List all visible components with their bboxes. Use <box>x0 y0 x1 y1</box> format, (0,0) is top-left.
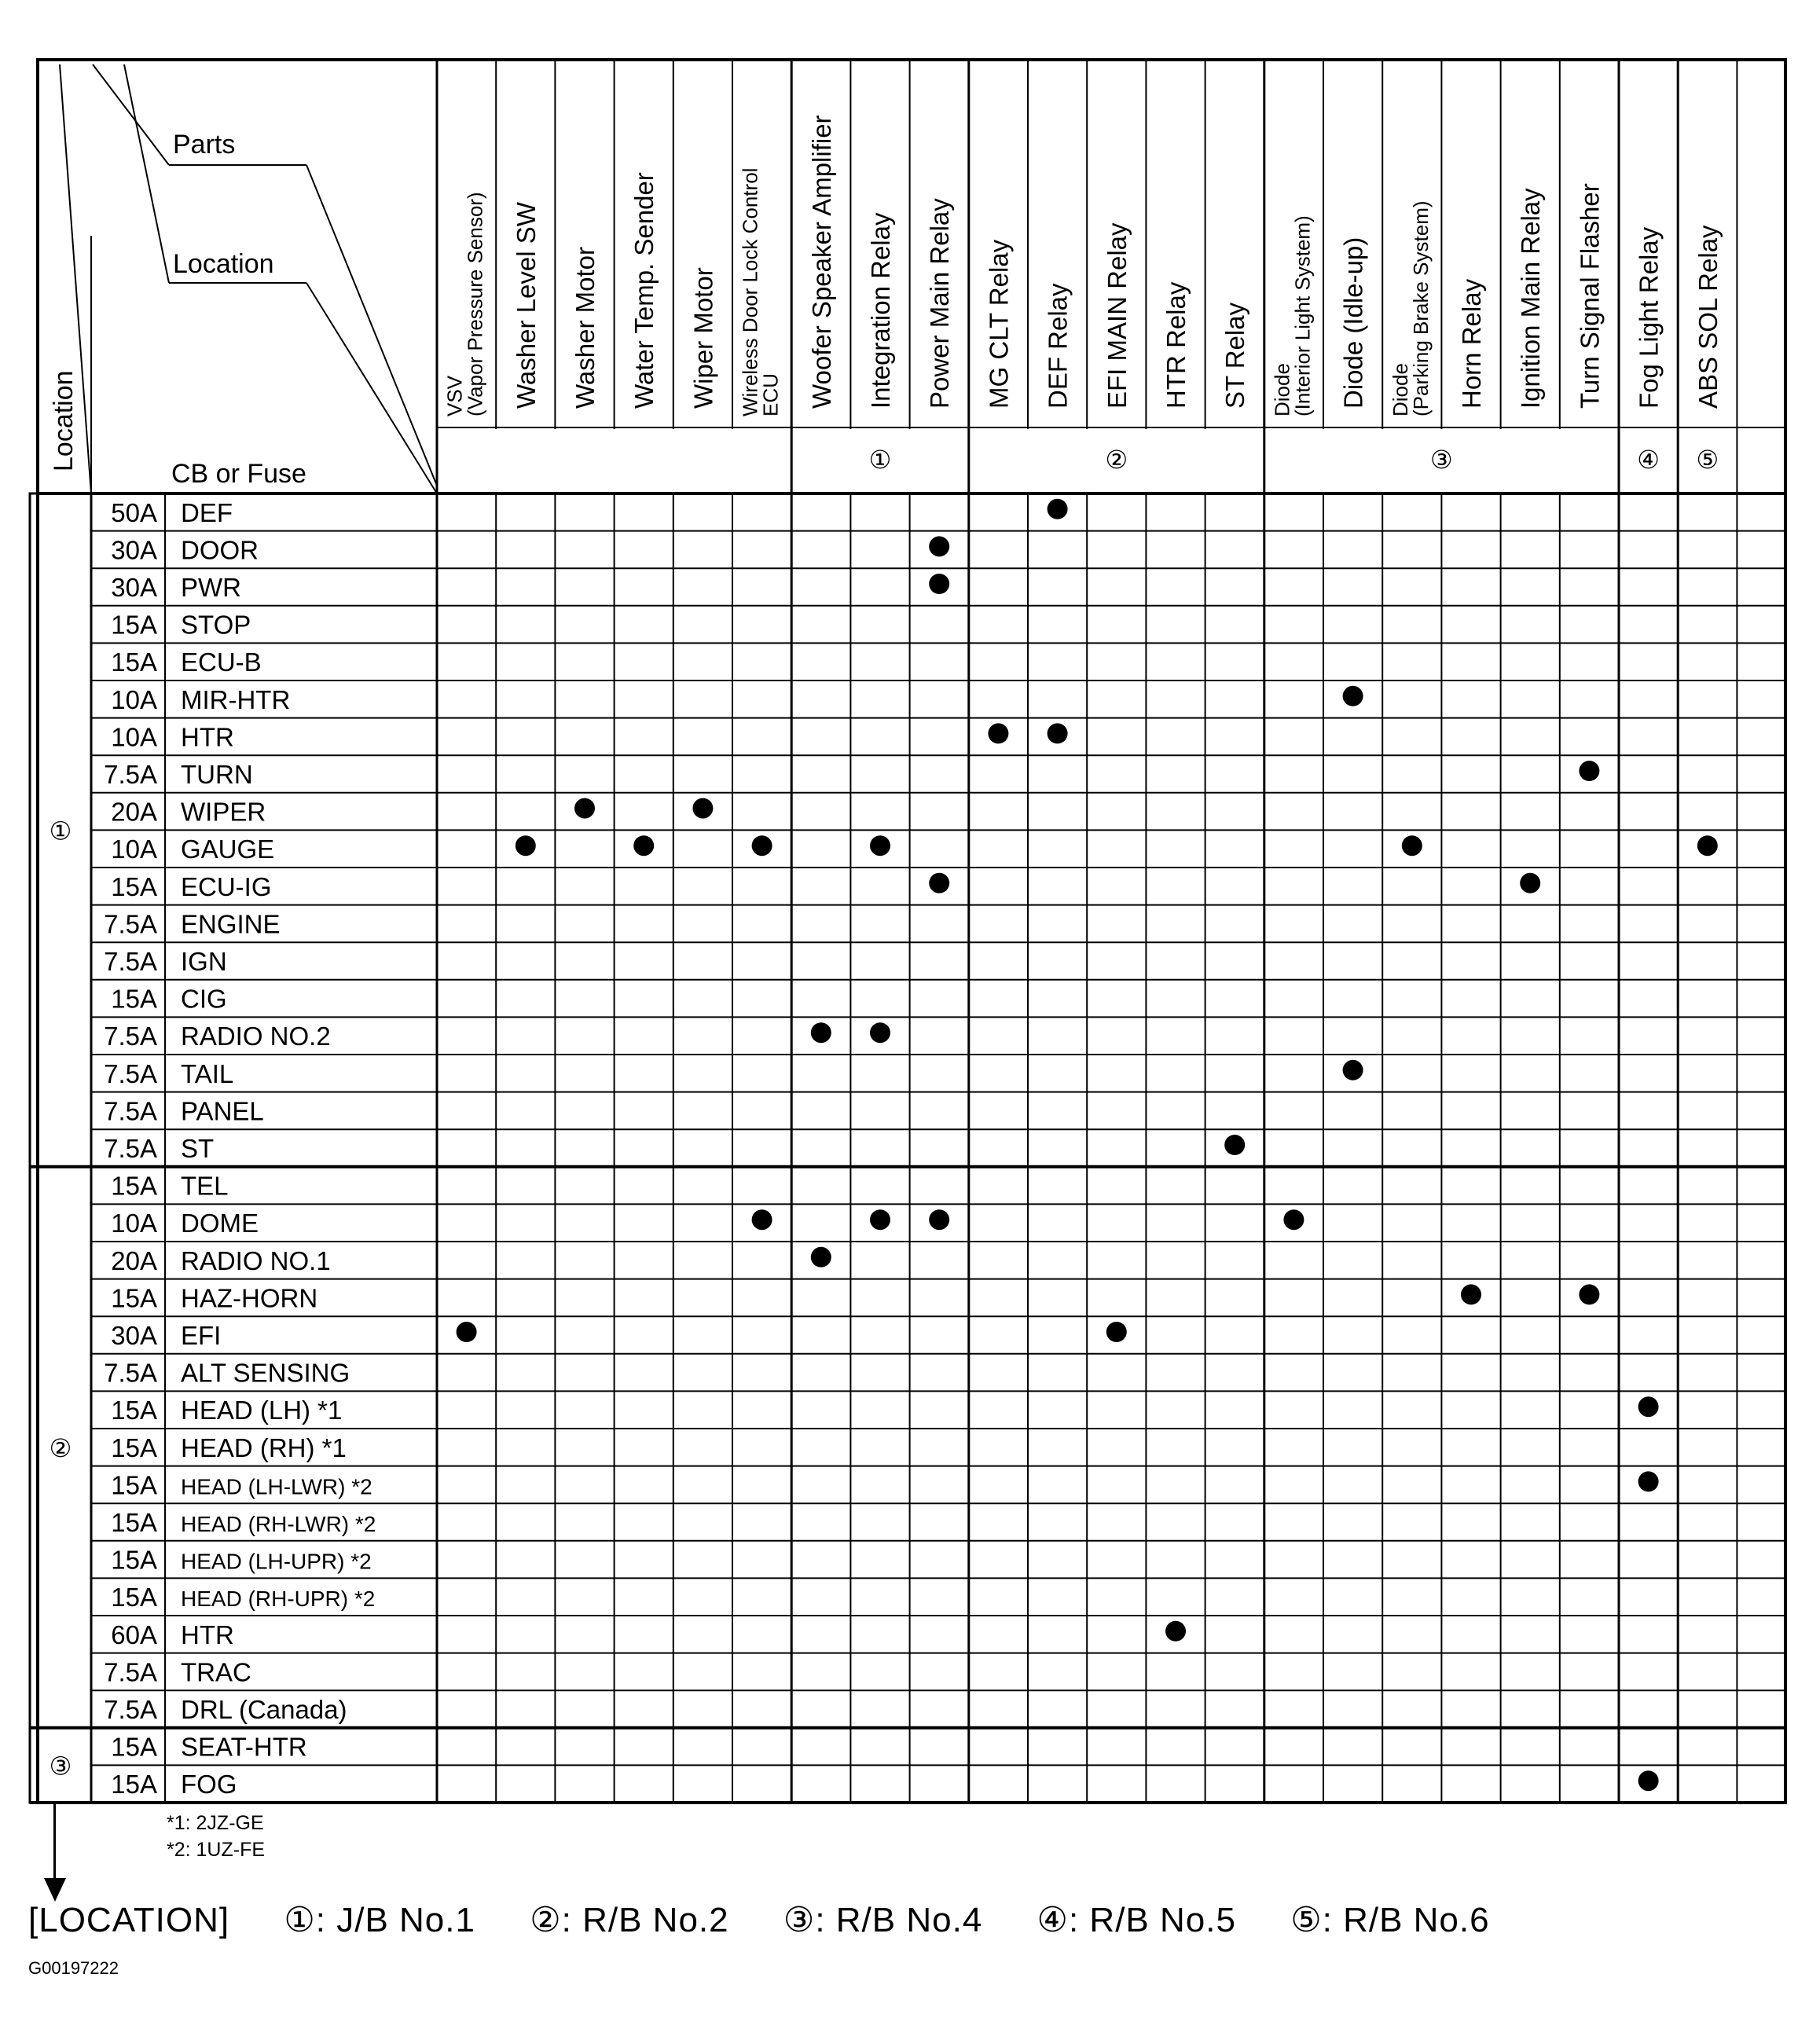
fuse-name: ECU-IG <box>181 871 272 901</box>
part-label: Water Temp. Sender <box>629 172 659 409</box>
figure-code: G00197222 <box>28 1958 119 1978</box>
fuse-name: EFI <box>181 1321 222 1350</box>
fuse-amp: 7.5A <box>104 1058 157 1088</box>
fuse-name: IGN <box>181 947 227 976</box>
location-label: ② <box>49 1433 72 1462</box>
fuse-amp: 7.5A <box>104 760 157 789</box>
connection-dot <box>1106 1322 1127 1342</box>
fuse-name: PANEL <box>181 1096 264 1126</box>
fuse-name: GAUGE <box>181 835 275 864</box>
connection-dot <box>752 835 772 856</box>
header-diagonal <box>306 283 437 493</box>
fuse-amp: 7.5A <box>104 1657 157 1687</box>
fuse-name: PWR <box>181 573 241 602</box>
part-group-label: ④ <box>1637 446 1660 474</box>
connection-dot <box>811 1247 831 1267</box>
fuse-amp: 15A <box>111 1732 157 1762</box>
connection-dot <box>1343 686 1363 706</box>
fuse-name: HTR <box>181 1620 234 1649</box>
fuse-amp: 7.5A <box>104 1096 157 1126</box>
connection-dot <box>1579 761 1599 781</box>
connection-dot <box>1461 1284 1481 1304</box>
connection-dot <box>929 574 949 594</box>
fuse-amp: 15A <box>111 647 157 677</box>
part-label: HTR Relay <box>1161 281 1191 409</box>
connection-dot <box>1638 1471 1659 1491</box>
fuse-name: ENGINE <box>181 909 281 939</box>
part-label: Washer Level SW <box>511 202 541 409</box>
part-label: Integration Relay <box>866 212 895 409</box>
legend-prefix: [LOCATION] <box>28 1901 230 1939</box>
part-label: MG CLT Relay <box>984 239 1014 409</box>
fuse-name: DOME <box>181 1209 259 1238</box>
header-diagonal <box>93 64 169 165</box>
part-label: VSV <box>442 375 467 416</box>
part-sublabel: (Parking Brake System) <box>1408 200 1433 416</box>
fuse-amp: 15A <box>111 1583 157 1612</box>
header-diagonal <box>124 64 169 283</box>
location-legend <box>28 1900 1490 1940</box>
location-label: ③ <box>49 1752 72 1781</box>
fuse-name: TRAC <box>181 1657 251 1687</box>
part-label: Wireless Door Lock Control <box>738 167 762 416</box>
part-label: DEF Relay <box>1043 283 1073 409</box>
fuse-amp: 30A <box>111 1321 157 1350</box>
part-label: ABS SOL Relay <box>1693 225 1723 409</box>
fuse-amp: 20A <box>111 797 157 827</box>
connection-dot <box>1697 835 1718 856</box>
connection-dot <box>574 798 595 819</box>
fuse-amp: 15A <box>111 871 157 901</box>
connection-dot <box>1638 1396 1659 1417</box>
fuse-amp: 15A <box>111 1545 157 1575</box>
fuse-amp: 7.5A <box>104 1695 157 1724</box>
part-label: Ignition Main Relay <box>1516 188 1546 409</box>
fuse-amp: 15A <box>111 1283 157 1313</box>
fuse-name: RADIO NO.2 <box>181 1022 331 1051</box>
fuse-amp: 10A <box>111 1209 157 1238</box>
connection-dot <box>1638 1770 1659 1791</box>
fuse-name: MIR-HTR <box>181 684 291 714</box>
connection-dot <box>870 1209 890 1230</box>
fuse-name: DOOR <box>181 535 259 565</box>
legend-item: ④: R/B No.5 <box>1037 1901 1236 1939</box>
part-label: Turn Signal Flasher <box>1575 183 1605 409</box>
legend-item: ①: J/B No.1 <box>284 1901 475 1939</box>
legend-item: ③: R/B No.4 <box>783 1901 983 1939</box>
fuse-amp: 15A <box>111 610 157 640</box>
connection-dot <box>1579 1284 1599 1304</box>
connection-dot <box>1402 835 1422 856</box>
footnote-2: *2: 1UZ-FE <box>167 1839 266 1861</box>
fuse-amp: 60A <box>111 1620 157 1649</box>
fuse-amp: 15A <box>111 1470 157 1500</box>
fuse-amp: 30A <box>111 535 157 565</box>
fuse-name: RADIO NO.1 <box>181 1245 331 1275</box>
header-diagonal <box>306 165 437 486</box>
fuse-name: WIPER <box>181 797 266 827</box>
fuse-amp: 15A <box>111 1433 157 1462</box>
connection-dot <box>633 835 654 856</box>
fuse-name: SEAT-HTR <box>181 1732 307 1762</box>
part-sublabel: (Vapor Pressure Sensor) <box>463 192 487 416</box>
connection-dot <box>1048 499 1068 519</box>
fuse-name: TEL <box>181 1171 229 1201</box>
connection-dot <box>516 835 536 856</box>
fuse-name: FOG <box>181 1770 237 1799</box>
connection-dot <box>1283 1209 1304 1230</box>
fuse-name: CIG <box>181 984 227 1014</box>
part-sublabel: ECU <box>758 373 783 416</box>
legend-item: ②: R/B No.2 <box>530 1901 729 1939</box>
connection-dot <box>929 1209 949 1230</box>
part-label: Washer Motor <box>571 247 600 409</box>
connection-dot <box>988 723 1008 743</box>
connection-dot <box>870 1022 890 1043</box>
fuse-name: STOP <box>181 610 251 640</box>
header-cb-fuse-label: CB or Fuse <box>171 459 306 489</box>
part-group-label: ③ <box>1430 446 1453 474</box>
header-location-axis-label: Location <box>49 370 79 471</box>
legend-item: ⑤: R/B No.6 <box>1290 1901 1490 1939</box>
location-label: ① <box>49 816 72 846</box>
group-cell <box>438 429 790 492</box>
fuse-name: HAZ-HORN <box>181 1283 318 1313</box>
header-parts-label: Parts <box>173 130 236 160</box>
part-label: Woofer Speaker Amplifier <box>806 115 836 409</box>
fuse-amp: 7.5A <box>104 1358 157 1388</box>
connection-dot <box>870 835 890 856</box>
fuse-name: HEAD (RH-UPR) *2 <box>181 1587 376 1612</box>
part-label: EFI MAIN Relay <box>1102 222 1132 409</box>
fuse-amp: 50A <box>111 497 157 527</box>
location-arrow-head <box>44 1878 66 1902</box>
fuse-amp: 10A <box>111 684 157 714</box>
fuse-name: ST <box>181 1134 215 1163</box>
fuse-name: ALT SENSING <box>181 1358 350 1388</box>
part-group-label: ① <box>868 446 892 474</box>
fuse-amp: 20A <box>111 1245 157 1275</box>
fuse-name: TAIL <box>181 1058 234 1088</box>
fuse-amp: 15A <box>111 1508 157 1537</box>
part-group-label: ⑤ <box>1696 446 1719 474</box>
part-group-label: ② <box>1105 446 1128 474</box>
connection-dot <box>1343 1060 1363 1080</box>
connection-dot <box>457 1322 477 1342</box>
connection-dot <box>811 1022 831 1043</box>
connection-dot <box>929 536 949 556</box>
connection-dot <box>1520 873 1540 893</box>
fuse-amp: 7.5A <box>104 1134 157 1163</box>
fuse-name: HEAD (RH-LWR) *2 <box>181 1512 376 1536</box>
fuse-amp: 7.5A <box>104 1022 157 1051</box>
fuse-name: DEF <box>181 497 233 527</box>
part-label: Diode (Idle-up) <box>1338 237 1368 409</box>
part-label: Diode <box>1270 363 1294 416</box>
fuse-name: HEAD (LH) *1 <box>181 1396 343 1425</box>
fuse-amp: 15A <box>111 984 157 1014</box>
fuse-name: DRL (Canada) <box>181 1695 347 1724</box>
part-label: ST Relay <box>1220 302 1250 409</box>
fuse-name: HEAD (LH-LWR) *2 <box>181 1474 372 1499</box>
connection-dot <box>1165 1621 1186 1642</box>
part-label: Fog Light Relay <box>1634 226 1664 409</box>
fuse-amp: 15A <box>111 1770 157 1799</box>
fuse-amp: 30A <box>111 573 157 602</box>
part-label: Power Main Relay <box>925 198 955 409</box>
fuse-amp: 15A <box>111 1396 157 1425</box>
connection-dot <box>1048 723 1068 743</box>
header-location-label: Location <box>173 249 274 279</box>
part-sublabel: (Interior Light System) <box>1290 215 1315 416</box>
fuse-name: HEAD (RH) *1 <box>181 1433 347 1462</box>
connection-dot <box>929 873 949 893</box>
fuse-name: TURN <box>181 760 253 789</box>
connection-dot <box>692 798 713 819</box>
fuse-amp: 10A <box>111 835 157 864</box>
fuse-amp: 7.5A <box>104 947 157 976</box>
connection-dot <box>1224 1135 1245 1155</box>
part-label: Wiper Motor <box>688 267 718 409</box>
fuse-name: HEAD (LH-UPR) *2 <box>181 1549 372 1574</box>
fuse-amp: 15A <box>111 1171 157 1201</box>
footnote-1: *1: 2JZ-GE <box>167 1812 264 1834</box>
fuse-name: HTR <box>181 722 234 752</box>
part-label: Diode <box>1388 363 1412 416</box>
location-arrow <box>53 1804 56 1883</box>
connection-dot <box>752 1209 772 1230</box>
fuse-amp: 7.5A <box>104 909 157 939</box>
fuse-amp: 10A <box>111 722 157 752</box>
fuse-name: ECU-B <box>181 647 262 677</box>
part-label: Horn Relay <box>1457 278 1486 409</box>
